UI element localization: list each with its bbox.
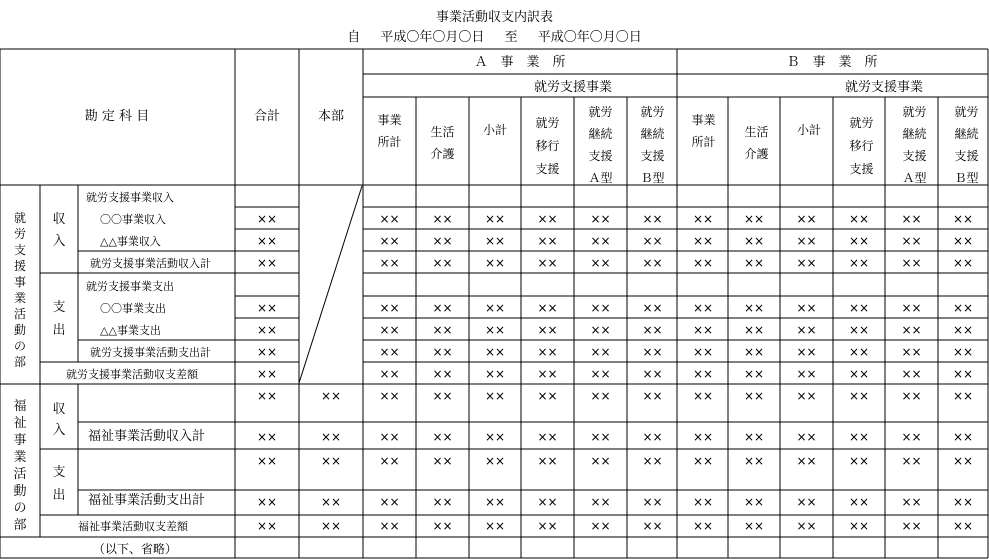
- ikou-header: 就労: [535, 116, 560, 130]
- value-cell: ××: [901, 345, 922, 359]
- value-cell: ××: [590, 367, 611, 381]
- income-label: 収: [52, 402, 66, 417]
- value-cell: ××: [432, 495, 453, 509]
- income-label: 入: [52, 423, 66, 438]
- value-cell: ××: [642, 430, 663, 444]
- value-cell: ××: [432, 454, 453, 468]
- value-cell: ××: [432, 389, 453, 403]
- shuro-group-header: 就労支援事業: [533, 80, 613, 95]
- section-shuro-label: 業: [13, 291, 27, 305]
- value-cell: ××: [256, 345, 278, 359]
- value-cell: ××: [796, 495, 817, 509]
- keizoku-b-header: 継続: [640, 127, 665, 141]
- value-cell: ××: [901, 495, 922, 509]
- value-cell: ××: [432, 367, 453, 381]
- section-fukushi-label: 業: [13, 450, 27, 465]
- value-cell: ××: [484, 323, 506, 337]
- section-fukushi-label: 部: [13, 518, 27, 533]
- value-cell: ××: [692, 301, 714, 315]
- value-cell: ××: [642, 345, 663, 359]
- report-title: 事業活動収支内訳表: [435, 10, 553, 25]
- keizoku-b-header: 継続: [954, 127, 979, 141]
- value-cell: ××: [256, 212, 278, 226]
- expense-label: 出: [52, 488, 66, 503]
- value-cell: ××: [952, 212, 974, 226]
- expense-label: 出: [52, 323, 66, 338]
- value-cell: ××: [743, 519, 765, 533]
- value-cell: ××: [590, 454, 611, 468]
- value-cell: ××: [537, 301, 558, 315]
- value-cell: ××: [484, 345, 506, 359]
- value-cell: ××: [901, 454, 922, 468]
- value-cell: ××: [320, 389, 342, 403]
- value-cell: ××: [256, 234, 278, 248]
- value-cell: ××: [432, 256, 453, 270]
- value-cell: ××: [379, 495, 400, 509]
- row-label: 福祉事業活動収支差額: [78, 520, 188, 533]
- value-cell: ××: [692, 345, 714, 359]
- value-cell: ××: [952, 454, 974, 468]
- value-cell: ××: [537, 495, 558, 509]
- value-cell: ××: [484, 367, 506, 381]
- subtotal-header: 小計: [796, 123, 822, 137]
- honbu-header: 本部: [317, 109, 345, 124]
- section-shuro-label: 動: [13, 323, 27, 337]
- ikou-header: 移行: [849, 139, 874, 153]
- value-cell: ××: [692, 323, 714, 337]
- value-cell: ××: [642, 454, 663, 468]
- honbu-diagonal: [299, 186, 362, 383]
- value-cell: ××: [692, 234, 714, 248]
- keizoku-a-header: 継続: [588, 127, 613, 141]
- value-cell: ××: [901, 389, 922, 403]
- value-cell: ××: [484, 256, 506, 270]
- value-cell: ××: [796, 345, 817, 359]
- value-cell: ××: [537, 345, 558, 359]
- value-cell: ××: [952, 323, 974, 337]
- keizoku-b-header: Ｂ型: [640, 171, 665, 185]
- value-cell: ××: [692, 256, 714, 270]
- value-cell: ××: [743, 389, 765, 403]
- ikou-header: 移行: [535, 139, 560, 153]
- value-cell: ××: [796, 389, 817, 403]
- value-cell: ××: [848, 256, 870, 270]
- value-cell: ××: [590, 323, 611, 337]
- value-cell: ××: [952, 389, 974, 403]
- keizoku-b-header: 就労: [640, 105, 665, 119]
- value-cell: ××: [484, 430, 506, 444]
- value-cell: ××: [379, 345, 400, 359]
- value-cell: ××: [642, 234, 663, 248]
- section-fukushi-label: の: [13, 501, 27, 516]
- value-cell: ××: [537, 323, 558, 337]
- period-from-date: 平成〇年〇月〇日: [380, 30, 485, 45]
- value-cell: ××: [379, 256, 400, 270]
- value-cell: ××: [796, 519, 817, 533]
- value-cell: ××: [484, 454, 506, 468]
- value-cell: ××: [848, 495, 870, 509]
- value-cell: ××: [484, 495, 506, 509]
- row-label: 就労支援事業活動収支差額: [66, 368, 198, 381]
- section-fukushi-label: 動: [13, 484, 27, 499]
- value-cell: ××: [642, 323, 663, 337]
- keizoku-a-header: 支援: [902, 149, 927, 163]
- keizoku-a-header: Ａ型: [588, 171, 613, 185]
- row-label: 就労支援事業収入: [86, 191, 174, 204]
- seikatsu-header: 介護: [430, 147, 455, 161]
- shuro-group-header: 就労支援事業: [844, 80, 924, 95]
- office-total-header: 事業: [691, 113, 716, 127]
- value-cell: ××: [692, 367, 714, 381]
- value-cell: ××: [796, 301, 817, 315]
- row-label: 福祉事業活動収入計: [88, 429, 206, 444]
- value-cell: ××: [256, 495, 278, 509]
- value-cell: ××: [642, 519, 663, 533]
- row-label: 福祉事業活動支出計: [88, 493, 206, 508]
- section-fukushi-label: 福: [13, 399, 27, 414]
- expense-label: 支: [52, 300, 66, 315]
- value-cell: ××: [848, 345, 870, 359]
- value-cell: ××: [537, 389, 558, 403]
- value-cell: ××: [952, 301, 974, 315]
- value-cell: ××: [432, 430, 453, 444]
- value-cell: ××: [432, 234, 453, 248]
- value-cell: ××: [743, 345, 765, 359]
- value-cell: ××: [743, 454, 765, 468]
- value-cell: ××: [848, 389, 870, 403]
- value-cell: ××: [901, 367, 922, 381]
- value-cell: ××: [796, 454, 817, 468]
- value-cell: ××: [537, 430, 558, 444]
- seikatsu-header: 介護: [744, 147, 769, 161]
- value-cell: ××: [379, 389, 400, 403]
- value-cell: ××: [484, 519, 506, 533]
- value-cell: ××: [952, 345, 974, 359]
- value-cell: ××: [848, 212, 870, 226]
- value-cell: ××: [379, 234, 400, 248]
- income-label: 入: [52, 234, 66, 249]
- value-cell: ××: [848, 301, 870, 315]
- value-cell: ××: [901, 256, 922, 270]
- value-cell: ××: [590, 301, 611, 315]
- value-cell: ××: [642, 301, 663, 315]
- value-cell: ××: [379, 367, 400, 381]
- value-cell: ××: [901, 519, 922, 533]
- value-cell: ××: [743, 367, 765, 381]
- section-shuro-label: 事: [13, 275, 27, 289]
- value-cell: ××: [432, 323, 453, 337]
- value-cell: ××: [901, 430, 922, 444]
- value-cell: ××: [642, 367, 663, 381]
- value-cell: ××: [256, 430, 278, 444]
- value-cell: ××: [952, 256, 974, 270]
- ikou-header: 就労: [849, 116, 874, 130]
- row-label: △△事業支出: [100, 324, 161, 337]
- row-label: △△事業収入: [100, 235, 161, 248]
- office-total-header: 事業: [377, 113, 402, 127]
- value-cell: ××: [484, 212, 506, 226]
- value-cell: ××: [590, 345, 611, 359]
- value-cell: ××: [256, 301, 278, 315]
- value-cell: ××: [256, 454, 278, 468]
- value-cell: ××: [256, 323, 278, 337]
- value-cell: ××: [796, 212, 817, 226]
- section-fukushi-label: 祉: [13, 416, 27, 431]
- value-cell: ××: [537, 454, 558, 468]
- value-cell: ××: [379, 454, 400, 468]
- keizoku-a-header: 就労: [902, 105, 927, 119]
- value-cell: ××: [590, 430, 611, 444]
- subject-header: 勘 定 科 目: [84, 109, 150, 124]
- period-from-label: 自: [347, 30, 361, 45]
- section-fukushi-label: 事: [13, 433, 27, 448]
- row-label: 就労支援事業活動収入計: [90, 257, 211, 270]
- keizoku-b-header: Ｂ型: [954, 171, 979, 185]
- value-cell: ××: [692, 519, 714, 533]
- value-cell: ××: [642, 389, 663, 403]
- value-cell: ××: [848, 519, 870, 533]
- value-cell: ××: [432, 301, 453, 315]
- value-cell: ××: [590, 234, 611, 248]
- value-cell: ××: [537, 212, 558, 226]
- value-cell: ××: [320, 454, 342, 468]
- value-cell: ××: [432, 519, 453, 533]
- keizoku-b-header: 支援: [640, 149, 665, 163]
- office-a-header: Ａ 事 業 所: [474, 55, 566, 70]
- section-shuro-label: 援: [13, 259, 27, 273]
- value-cell: ××: [484, 301, 506, 315]
- section-shuro-label: 労: [13, 227, 27, 241]
- section-fukushi-label: 活: [13, 467, 27, 482]
- value-cell: ××: [432, 212, 453, 226]
- period-to-label: 至: [504, 30, 518, 45]
- value-cell: ××: [848, 454, 870, 468]
- value-cell: ××: [256, 389, 278, 403]
- value-cell: ××: [484, 234, 506, 248]
- value-cell: ××: [692, 430, 714, 444]
- value-cell: ××: [848, 323, 870, 337]
- section-shuro-label: 部: [13, 355, 27, 369]
- value-cell: ××: [952, 519, 974, 533]
- value-cell: ××: [642, 212, 663, 226]
- value-cell: ××: [796, 323, 817, 337]
- value-cell: ××: [692, 454, 714, 468]
- value-cell: ××: [320, 519, 342, 533]
- keizoku-b-header: 支援: [954, 149, 979, 163]
- value-cell: ××: [432, 345, 453, 359]
- value-cell: ××: [537, 519, 558, 533]
- keizoku-a-header: Ａ型: [902, 171, 927, 185]
- seikatsu-header: 生活: [744, 125, 769, 139]
- row-label: 就労支援事業活動支出計: [90, 346, 211, 359]
- row-label: 〇〇事業収入: [100, 213, 166, 226]
- value-cell: ××: [743, 430, 765, 444]
- value-cell: ××: [796, 367, 817, 381]
- ikou-header: 支援: [535, 162, 560, 176]
- value-cell: ××: [537, 256, 558, 270]
- value-cell: ××: [901, 234, 922, 248]
- value-cell: ××: [642, 256, 663, 270]
- value-cell: ××: [743, 495, 765, 509]
- section-shuro-label: 就: [13, 211, 27, 225]
- value-cell: ××: [901, 301, 922, 315]
- income-label: 収: [52, 212, 66, 227]
- expense-label: 支: [52, 465, 66, 480]
- value-cell: ××: [256, 367, 278, 381]
- total-header: 合計: [253, 109, 281, 124]
- value-cell: ××: [796, 256, 817, 270]
- value-cell: ××: [256, 256, 278, 270]
- value-cell: ××: [379, 212, 400, 226]
- keizoku-a-header: 支援: [588, 149, 613, 163]
- value-cell: ××: [952, 430, 974, 444]
- row-label: （以下、省略）: [93, 542, 178, 556]
- row-label: 〇〇事業支出: [100, 302, 166, 315]
- period-to-date: 平成〇年〇月〇日: [537, 30, 642, 45]
- subtotal-header: 小計: [482, 123, 508, 137]
- value-cell: ××: [952, 495, 974, 509]
- value-cell: ××: [379, 301, 400, 315]
- value-cell: ××: [692, 212, 714, 226]
- keizoku-a-header: 継続: [902, 127, 927, 141]
- value-cell: ××: [590, 212, 611, 226]
- value-cell: ××: [743, 234, 765, 248]
- section-shuro-label: 支: [13, 243, 27, 257]
- value-cell: ××: [901, 323, 922, 337]
- value-cell: ××: [379, 323, 400, 337]
- value-cell: ××: [952, 234, 974, 248]
- keizoku-b-header: 就労: [954, 105, 979, 119]
- section-shuro-label: の: [13, 339, 27, 353]
- value-cell: ××: [692, 495, 714, 509]
- seikatsu-header: 生活: [430, 125, 455, 139]
- row-label: 就労支援事業支出: [86, 280, 174, 293]
- ikou-header: 支援: [849, 162, 874, 176]
- office-total-header: 所計: [377, 135, 402, 149]
- value-cell: ××: [743, 301, 765, 315]
- value-cell: ××: [320, 495, 342, 509]
- value-cell: ××: [848, 234, 870, 248]
- value-cell: ××: [590, 519, 611, 533]
- value-cell: ××: [379, 519, 400, 533]
- value-cell: ××: [848, 367, 870, 381]
- value-cell: ××: [848, 430, 870, 444]
- value-cell: ××: [256, 519, 278, 533]
- value-cell: ××: [537, 234, 558, 248]
- value-cell: ××: [743, 212, 765, 226]
- value-cell: ××: [743, 323, 765, 337]
- value-cell: ××: [379, 430, 400, 444]
- section-shuro-label: 活: [13, 307, 27, 321]
- office-b-header: Ｂ 事 業 所: [786, 55, 878, 70]
- value-cell: ××: [743, 256, 765, 270]
- value-cell: ××: [484, 389, 506, 403]
- value-cell: ××: [796, 430, 817, 444]
- value-cell: ××: [901, 212, 922, 226]
- keizoku-a-header: 就労: [588, 105, 613, 119]
- value-cell: ××: [952, 367, 974, 381]
- value-cell: ××: [590, 495, 611, 509]
- value-cell: ××: [590, 256, 611, 270]
- value-cell: ××: [537, 367, 558, 381]
- value-cell: ××: [796, 234, 817, 248]
- value-cell: ××: [642, 495, 663, 509]
- value-cell: ××: [320, 430, 342, 444]
- value-cell: ××: [590, 389, 611, 403]
- office-total-header: 所計: [691, 135, 716, 149]
- value-cell: ××: [692, 389, 714, 403]
